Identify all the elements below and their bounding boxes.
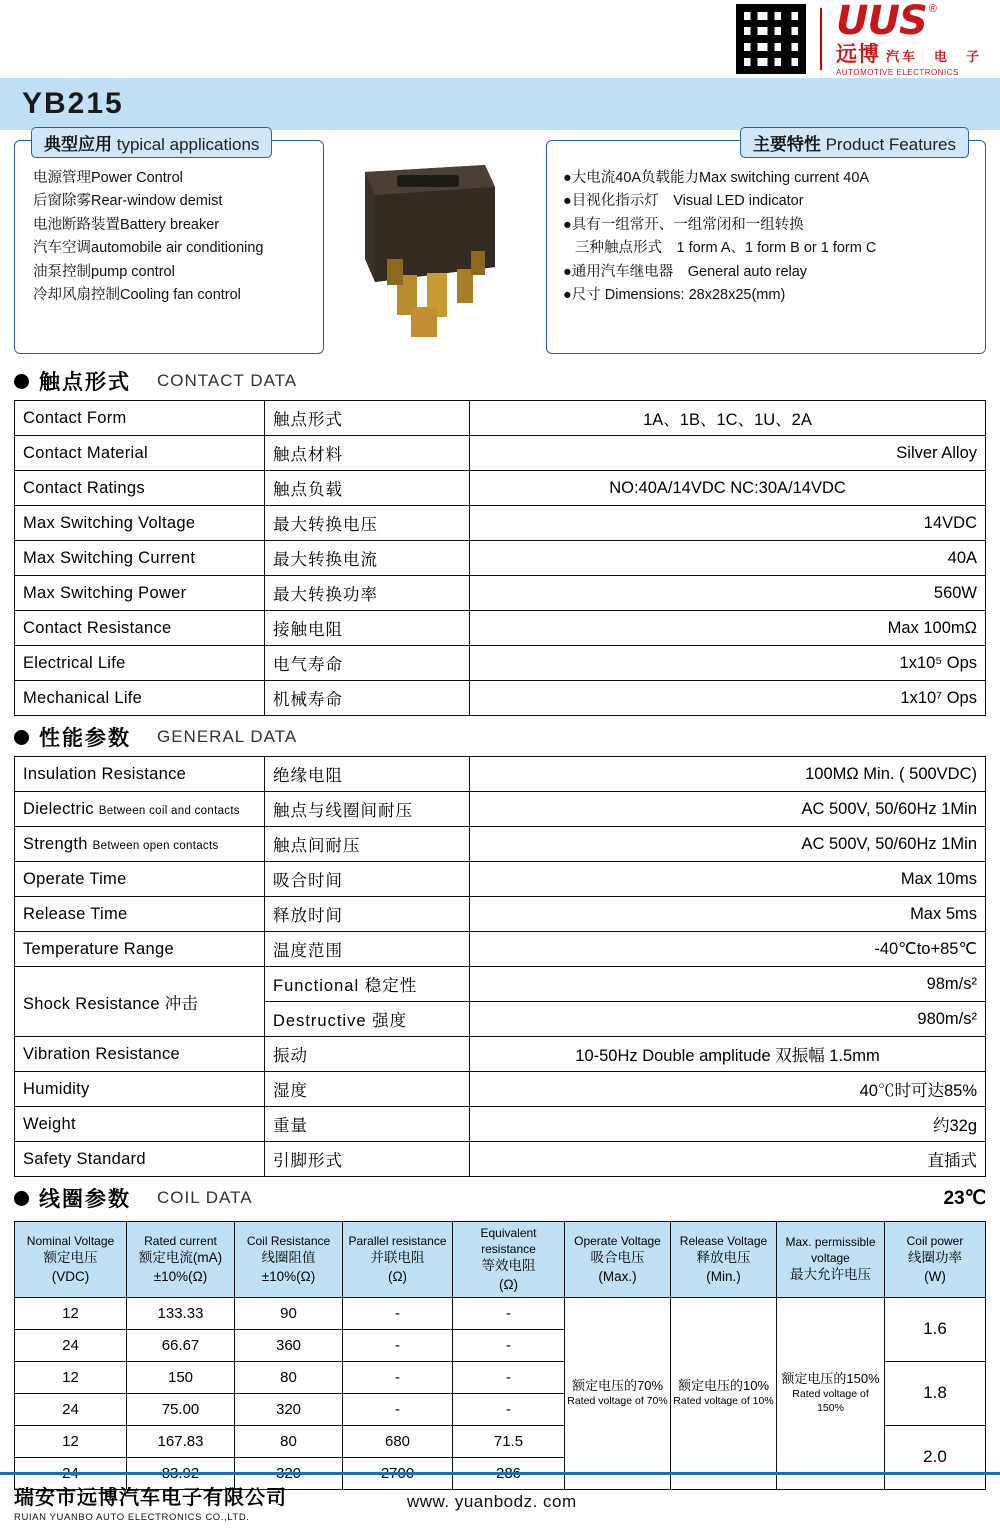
general-data-heading [0, 716, 1000, 756]
col-parallel-resistance: Parallel resistance 并联电阻 (Ω) [343, 1222, 453, 1298]
features-list [563, 167, 975, 308]
cell-resistance: 360 [235, 1329, 343, 1361]
relay-photo [335, 147, 535, 347]
row-label-en: Release Time [15, 897, 265, 932]
row-label-en: Safety Standard [15, 1142, 265, 1177]
row-label-en: Contact Form [15, 401, 265, 436]
coil-heading-cn: 线圈参数 [39, 1188, 131, 1211]
row-value: AC 500V, 50/60Hz 1Min [470, 827, 986, 862]
applications-list [33, 167, 313, 308]
table-row [15, 932, 986, 967]
contact-heading-en: CONTACT DATA [157, 371, 298, 390]
row-label-cn: 最大转换功率 [265, 576, 470, 611]
row-label-en: Electrical Life [15, 646, 265, 681]
page-footer [0, 1472, 1000, 1534]
qr-code-icon [736, 4, 806, 74]
cell-equivalent: - [453, 1393, 565, 1425]
cell-voltage: 24 [15, 1329, 127, 1361]
applications-title-en: typical applications [116, 135, 260, 154]
row-label-sub: Between open contacts [92, 839, 219, 852]
cell-power: 2.0 [885, 1425, 986, 1489]
row-value: 1A、1B、1C、1U、2A [470, 401, 986, 436]
cell-resistance: 90 [235, 1297, 343, 1329]
row-value: Silver Alloy [470, 436, 986, 471]
features-box [546, 135, 986, 354]
cell-current: 167.83 [127, 1425, 235, 1457]
page-title: YB215 [22, 87, 124, 120]
list-item-detail: 三种触点形式 1 form A、1 form B or 1 form C [575, 240, 877, 257]
row-label-cn: 电气寿命 [265, 646, 470, 681]
row-label-cn: 最大转换电流 [265, 541, 470, 576]
table-row [15, 1037, 986, 1072]
contact-data-table [14, 400, 986, 716]
row-value: 98m/s² [470, 967, 986, 1002]
list-item: ●具有一组常开、一组常闭和一组转换 [563, 216, 804, 233]
row-label-main: Strength [23, 834, 88, 853]
row-label-cn: 最大转换电压 [265, 506, 470, 541]
registered-mark-icon: ® [928, 3, 937, 16]
general-heading-en: GENERAL DATA [157, 727, 298, 746]
brand-tagline: AUTOMOTIVE ELECTRONICS [835, 67, 959, 77]
row-label-en: Max Switching Voltage [15, 506, 265, 541]
row-label-en: Contact Resistance [15, 611, 265, 646]
row-value: 40A [470, 541, 986, 576]
cell-equivalent: - [453, 1361, 565, 1393]
table-row [15, 611, 986, 646]
table-row [15, 967, 986, 1002]
cell-current: 150 [127, 1361, 235, 1393]
row-label-en: Weight [15, 1107, 265, 1142]
row-label-main: Dielectric [23, 799, 94, 818]
coil-heading-en: COIL DATA [157, 1188, 253, 1207]
table-header-row [15, 1222, 986, 1298]
row-value: 980m/s² [470, 1002, 986, 1037]
brand-name: UUS [835, 0, 927, 45]
row-label-en: Contact Material [15, 436, 265, 471]
row-label-en: Mechanical Life [15, 681, 265, 716]
row-label-en: Insulation Resistance [15, 757, 265, 792]
row-label-cn: 触点形式 [265, 401, 470, 436]
row-label-en: Temperature Range [15, 932, 265, 967]
table-row [15, 827, 986, 862]
row-label-en [15, 792, 265, 827]
row-label-cn: 重量 [265, 1107, 470, 1142]
row-label-cn: 湿度 [265, 1072, 470, 1107]
row-value: Max 10ms [470, 862, 986, 897]
row-label-en: Contact Ratings [15, 471, 265, 506]
row-label-cn: 触点材料 [265, 436, 470, 471]
row-label-en: Vibration Resistance [15, 1037, 265, 1072]
row-label-cn: 接触电阻 [265, 611, 470, 646]
header-divider [820, 8, 822, 70]
row-label-cn: Functional 稳定性 [265, 967, 470, 1002]
list-item: 油泵控制pump control [33, 263, 175, 280]
list-item: 冷却风扇控制Cooling fan control [33, 287, 241, 304]
row-label-cn: 触点间耐压 [265, 827, 470, 862]
col-coil-resistance: Coil Resistance 线圈阻值 ±10%(Ω) [235, 1222, 343, 1298]
table-row [15, 757, 986, 792]
row-value: AC 500V, 50/60Hz 1Min [470, 792, 986, 827]
row-label-en: Max Switching Current [15, 541, 265, 576]
table-row [15, 1142, 986, 1177]
page-header [0, 0, 1000, 78]
row-label-en: Shock Resistance 冲击 [15, 967, 265, 1037]
table-row [15, 576, 986, 611]
cell-parallel: - [343, 1361, 453, 1393]
row-value: 1x10⁷ Ops [470, 681, 986, 716]
table-row [15, 681, 986, 716]
row-value: 10-50Hz Double amplitude 双振幅 1.5mm [470, 1037, 986, 1072]
company-name-cn: 瑞安市远博汽车电子有限公司 [14, 1487, 287, 1509]
table-row [15, 436, 986, 471]
row-value: NO:40A/14VDC NC:30A/14VDC [470, 471, 986, 506]
col-nominal-voltage: Nominal Voltage 额定电压 (VDC) [15, 1222, 127, 1298]
row-value: 直插式 [470, 1142, 986, 1177]
row-label-cn: 吸合时间 [265, 862, 470, 897]
row-label-cn: 触点与线圈间耐压 [265, 792, 470, 827]
cell-resistance: 80 [235, 1425, 343, 1457]
general-heading-cn: 性能参数 [39, 727, 131, 750]
row-label-en [15, 827, 265, 862]
table-row [15, 471, 986, 506]
col-operate-voltage: Operate Voltage 吸合电压 (Max.) [565, 1222, 671, 1298]
row-label-en: Operate Time [15, 862, 265, 897]
brand-name-cn-sub: 汽车 电 子 [885, 49, 982, 65]
cell-operate-note: 额定电压的70% Rated voltage of 70% [565, 1297, 671, 1489]
table-row [15, 1072, 986, 1107]
row-label-cn: 绝缘电阻 [265, 757, 470, 792]
col-equivalent-resistance: Equivalent resistance 等效电阻 (Ω) [453, 1222, 565, 1298]
cell-release-note: 额定电压的10% Rated voltage of 10% [671, 1297, 777, 1489]
table-row [15, 897, 986, 932]
coil-temperature: 23℃ [943, 1187, 986, 1209]
table-row [15, 401, 986, 436]
row-value: Max 5ms [470, 897, 986, 932]
row-label-cn: Destructive 强度 [265, 1002, 470, 1037]
table-row [15, 506, 986, 541]
row-label-cn: 机械寿命 [265, 681, 470, 716]
cell-voltage: 24 [15, 1393, 127, 1425]
contact-data-heading [0, 360, 1000, 400]
row-value: -40℃to+85℃ [470, 932, 986, 967]
table-row [15, 541, 986, 576]
cell-parallel: 680 [343, 1425, 453, 1457]
applications-box [14, 135, 324, 354]
cell-power: 1.6 [885, 1297, 986, 1361]
list-item: ●通用汽车继电器 General auto relay [563, 263, 808, 280]
bullet-icon [14, 730, 29, 745]
row-value: Max 100mΩ [470, 611, 986, 646]
bullet-icon [14, 1191, 29, 1206]
bullet-icon [14, 374, 29, 389]
cell-resistance: 320 [235, 1393, 343, 1425]
list-item: ●尺寸 Dimensions: 28x28x25(mm) [563, 287, 786, 304]
brand-name-cn: 远博 [835, 43, 880, 67]
row-value: 14VDC [470, 506, 986, 541]
table-row [15, 1297, 986, 1329]
contact-heading-cn: 触点形式 [39, 371, 131, 394]
cell-current: 133.33 [127, 1297, 235, 1329]
cell-parallel: - [343, 1329, 453, 1361]
cell-voltage: 12 [15, 1297, 127, 1329]
applications-title [31, 127, 272, 158]
row-value: 40℃时可达85% [470, 1072, 986, 1107]
brand-logo [836, 1, 982, 76]
row-label-en: Max Switching Power [15, 576, 265, 611]
col-rated-current: Rated current 额定电流(mA) ±10%(Ω) [127, 1222, 235, 1298]
cell-equivalent: - [453, 1297, 565, 1329]
cell-equivalent: 71.5 [453, 1425, 565, 1457]
cell-current: 75.00 [127, 1393, 235, 1425]
features-title-en: Product Features [825, 135, 956, 154]
features-title-cn: 主要特性 [752, 135, 821, 154]
cell-voltage: 12 [15, 1425, 127, 1457]
col-coil-power: Coil power 线圈功率 (W) [885, 1222, 986, 1298]
applications-title-cn: 典型应用 [44, 135, 112, 154]
row-value: 约32g [470, 1107, 986, 1142]
col-release-voltage: Release Voltage 释放电压 (Min.) [671, 1222, 777, 1298]
cell-current: 66.67 [127, 1329, 235, 1361]
table-row [15, 862, 986, 897]
features-title [740, 127, 969, 158]
row-label-cn: 触点负载 [265, 471, 470, 506]
row-value: 1x10⁵ Ops [470, 646, 986, 681]
relay-product-image [330, 140, 540, 354]
row-label-cn: 释放时间 [265, 897, 470, 932]
general-data-table [14, 756, 986, 1177]
list-item: ●目视化指示灯 Visual LED indicator [563, 193, 804, 210]
list-item: ●大电流40A负载能力Max switching current 40A [563, 170, 870, 186]
table-row [15, 1107, 986, 1142]
overview-row [0, 130, 1000, 360]
company-name-en: RUIAN YUANBO AUTO ELECTRONICS CO.,LTD. [14, 1512, 250, 1523]
row-label-en: Humidity [15, 1072, 265, 1107]
list-item: 电池断路装置Battery breaker [33, 216, 220, 233]
model-title-band [0, 78, 1000, 130]
list-item: 汽车空调automobile air conditioning [33, 240, 264, 257]
list-item: 电源管理Power Control [33, 170, 183, 186]
cell-voltage: 12 [15, 1361, 127, 1393]
coil-data-table [14, 1221, 986, 1490]
cell-resistance: 80 [235, 1361, 343, 1393]
table-row [15, 646, 986, 681]
list-item: 后窗除雾Rear-window demist [33, 193, 223, 210]
cell-power: 1.8 [885, 1361, 986, 1425]
cell-equivalent: - [453, 1329, 565, 1361]
row-label-sub: Between coil and contacts [98, 804, 240, 817]
cell-parallel: - [343, 1393, 453, 1425]
row-label-cn: 引脚形式 [265, 1142, 470, 1177]
website-link[interactable]: www. yuanbodz. com [407, 1492, 577, 1511]
row-label-cn: 振动 [265, 1037, 470, 1072]
cell-parallel: - [343, 1297, 453, 1329]
cell-max-note: 额定电压的150% Rated voltage of 150% [777, 1297, 885, 1489]
row-value: 560W [470, 576, 986, 611]
row-label-cn: 温度范围 [265, 932, 470, 967]
row-value: 100MΩ Min. ( 500VDC) [470, 757, 986, 792]
coil-data-heading [0, 1177, 1000, 1217]
col-max-permissible-voltage: Max. permissible voltage 最大允许电压 [777, 1222, 885, 1298]
table-row [15, 792, 986, 827]
